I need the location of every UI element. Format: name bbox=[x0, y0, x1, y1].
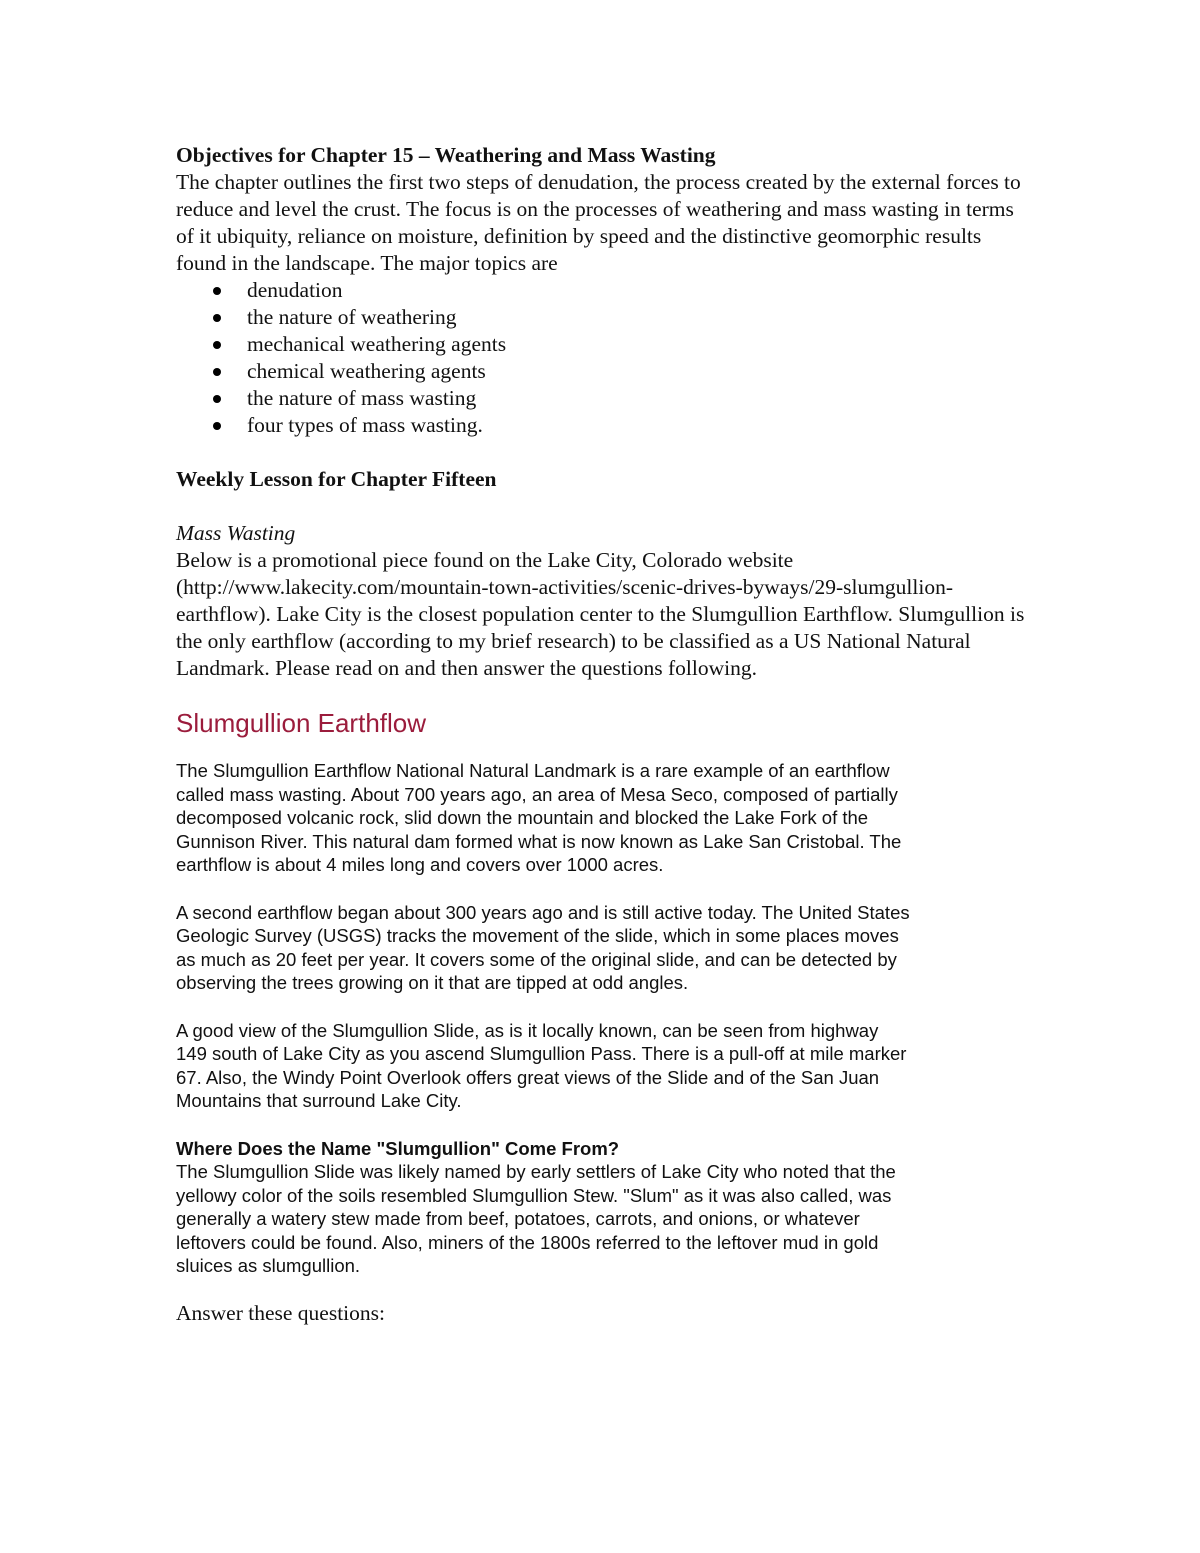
topic-item bbox=[176, 358, 1036, 385]
answer-prompt: Answer these questions: bbox=[176, 1301, 385, 1326]
objectives-title: Objectives for Chapter 15 – Weathering and Mass Wasting bbox=[176, 143, 716, 167]
lesson-title: Weekly Lesson for Chapter Fifteen bbox=[176, 467, 497, 491]
topic-item bbox=[176, 385, 1036, 412]
lesson-section bbox=[176, 466, 1036, 682]
topic-item bbox=[176, 412, 1036, 439]
article-heading: Slumgullion Earthflow bbox=[176, 708, 427, 738]
bullet-icon bbox=[213, 395, 221, 403]
name-origin-text: The Slumgullion Slide was likely named by early settlers of Lake City who noted that the yellowy color of the soils resembled Slumgullion Stew. "Slum" as it was also called, was generally a watery stew made from beef, potatoes, carrots, and onions, or whatever leftovers could be found. Also, miners of the 1800s referred to the leftover mud in gold sluices as slumgullion. bbox=[176, 1161, 896, 1277]
topic-item bbox=[176, 277, 1036, 304]
article-paragraph: The Slumgullion Earthflow National Natural Landmark is a rare example of an earthflow called mass wasting. About 700 years ago, an area of Mesa Seco, composed of partially decomposed volcanic rock, slid down the mountain and blocked the Lake Fork of the Gunnison River. This natural dam formed what is now known as Lake San Cristobal. The earthflow is about 4 miles long and covers over 1000 acres. bbox=[176, 760, 902, 876]
objectives-section bbox=[176, 142, 1036, 439]
topic-text: four types of mass wasting. bbox=[247, 413, 483, 437]
lesson-subtitle: Mass Wasting bbox=[176, 521, 296, 545]
bullet-icon bbox=[213, 368, 221, 376]
topic-item bbox=[176, 331, 1036, 358]
topic-text: denudation bbox=[247, 278, 343, 302]
bullet-icon bbox=[213, 422, 221, 430]
bullet-icon bbox=[213, 314, 221, 322]
bullet-icon bbox=[213, 341, 221, 349]
objectives-intro: The chapter outlines the first two steps of denudation, the process created by the external forces to reduce and level the crust. The focus is on the processes of weathering and mass wasting in terms of it ubiquity, reliance on moisture, definition by speed and the distinctive geomorphic results found in the landscape. The major topics are bbox=[176, 170, 1021, 275]
topic-text: mechanical weathering agents bbox=[247, 332, 507, 356]
bullet-icon bbox=[213, 287, 221, 295]
article-paragraph: A second earthflow began about 300 years ago and is still active today. The United States Geologic Survey (USGS) tracks the movement of the slide, which in some places moves as much as 20 feet per year. It covers some of the original slide, and can be detected by observing the trees growing on it that are tipped at odd angles. bbox=[176, 901, 910, 994]
article-body bbox=[176, 759, 911, 1278]
lesson-intro: Below is a promotional piece found on the Lake City, Colorado website (http://www.lakecity.com/mountain-town-activities/scenic-drives-byways/29-slumgullion-earthflow). Lake City is the closest population center to the Slumgullion Earthflow. Slumgullion is the only earthflow (according to my brief research) to be classified as a US National Natural Landmark. Please read on and then answer the questions following. bbox=[176, 548, 1025, 680]
topic-text: the nature of weathering bbox=[247, 305, 457, 329]
topic-item bbox=[176, 304, 1036, 331]
document-page bbox=[176, 142, 1036, 1327]
topics-list bbox=[176, 277, 1036, 439]
topic-text: the nature of mass wasting bbox=[247, 386, 477, 410]
topic-text: chemical weathering agents bbox=[247, 359, 486, 383]
article-paragraph: A good view of the Slumgullion Slide, as is it locally known, can be seen from highway 149 south of Lake City as you ascend Slumgullion Pass. There is a pull-off at mile marker 67. Also, the Windy Point Overlook offers great views of the Slide and of the San Juan Mountains that surround Lake City. bbox=[176, 1019, 907, 1112]
name-origin-heading: Where Does the Name "Slumgullion" Come From? bbox=[176, 1137, 620, 1159]
